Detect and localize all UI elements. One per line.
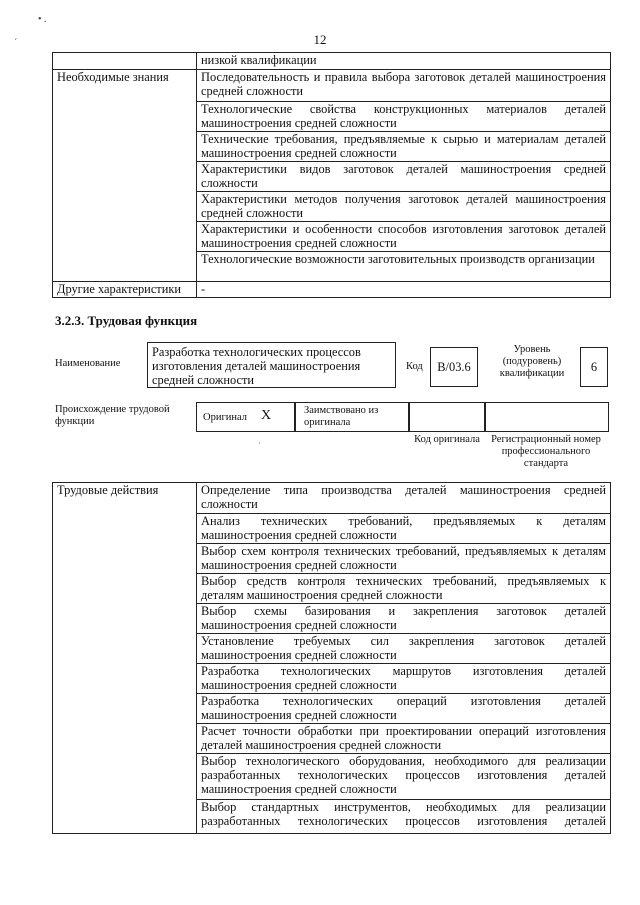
page-number: 12 bbox=[313, 32, 327, 47]
table-row bbox=[53, 70, 611, 102]
code-value: В/03.6 bbox=[430, 347, 478, 387]
original-label: Оригинал bbox=[203, 412, 247, 423]
action-item: Выбор средств контроля технических требований, предъявляемых к деталям машиностроения средней сложности bbox=[197, 574, 611, 604]
name-value: Разработка технологических процессов изготовления деталей машиностроения средней сложности bbox=[147, 342, 396, 388]
knowledge-item: Технологические возможности заготовительных производств организации bbox=[197, 252, 611, 282]
other-label: Другие характеристики bbox=[53, 282, 197, 298]
knowledge-item: Последовательность и правила выбора заготовок деталей машиностроения средней сложности bbox=[197, 70, 611, 102]
original-code-box bbox=[409, 402, 485, 432]
knowledge-item: Технологические свойства конструкционных материалов деталей машиностроения средней сложности bbox=[197, 102, 611, 132]
original-box bbox=[196, 402, 295, 432]
knowledge-item: Характеристики и особенности способов изготовления заготовок деталей машиностроения средней сложности bbox=[197, 222, 611, 252]
knowledge-label: Необходимые знания bbox=[53, 70, 197, 282]
action-item: Выбор стандартных инструментов, необходимых для реализации разработанных технологических процессов изготовления деталей bbox=[197, 800, 611, 834]
level-value: 6 bbox=[580, 347, 608, 387]
original-mark: X bbox=[261, 408, 272, 423]
empty-cell bbox=[53, 53, 197, 70]
action-item: Анализ технических требований, предъявляемых к деталям машиностроения средней сложности bbox=[197, 514, 611, 544]
action-item: Определение типа производства деталей машиностроения средней сложности bbox=[197, 483, 611, 514]
action-item: Выбор технологического оборудования, необходимого для реализации разработанных технологических процессов изготовления деталей машиностроения средней сложности bbox=[197, 754, 611, 800]
actions-table bbox=[52, 482, 611, 834]
margin-mark-left: ´ bbox=[14, 38, 18, 49]
action-item: Выбор схем контроля технических требований, предъявляемых к деталям машиностроения средней сложности bbox=[197, 544, 611, 574]
code-label: Код bbox=[406, 361, 423, 372]
borrowed-box bbox=[295, 402, 409, 432]
action-item: Установление требуемых сил закрепления заготовок деталей машиностроения средней сложности bbox=[197, 634, 611, 664]
continuation-cell: низкой квалификации bbox=[197, 53, 611, 70]
knowledge-table bbox=[52, 52, 611, 298]
action-item: Разработка технологических маршрутов изготовления деталей машиностроения средней сложности bbox=[197, 664, 611, 694]
borrowed-label: Заимствовано из оригинала bbox=[304, 405, 379, 428]
level-label: Уровень (подуровень) квалификации bbox=[499, 344, 565, 379]
action-item: Разработка технологических операций изготовления деталей машиностроения средней сложности bbox=[197, 694, 611, 724]
knowledge-item: Технические требования, предъявляемые к сырью и материалам деталей машиностроения средней сложности bbox=[197, 132, 611, 162]
reg-caption: Регистрационный номер профессионального стандарта bbox=[491, 434, 601, 469]
action-item: Выбор схемы базирования и закрепления заготовок деталей машиностроения средней сложности bbox=[197, 604, 611, 634]
knowledge-item: Характеристики методов получения заготовок деталей машиностроения средней сложности bbox=[197, 192, 611, 222]
stray-dot: · bbox=[258, 438, 261, 448]
section-title: 3.2.3. Трудовая функция bbox=[55, 313, 198, 328]
action-item: Расчет точности обработки при проектировании операций изготовления деталей машиностроения средней сложности bbox=[197, 724, 611, 754]
other-value: - bbox=[197, 282, 611, 298]
knowledge-item: Характеристики видов заготовок деталей машиностроения средней сложности bbox=[197, 162, 611, 192]
reg-number-box bbox=[485, 402, 609, 432]
origin-label: Происхождение трудовой функции bbox=[55, 404, 170, 427]
table-row bbox=[53, 53, 611, 70]
margin-mark-top: • . bbox=[38, 14, 47, 25]
name-label: Наименование bbox=[55, 358, 121, 369]
actions-label: Трудовые действия bbox=[53, 483, 197, 834]
table-row bbox=[53, 483, 611, 514]
table-row bbox=[53, 282, 611, 298]
code-caption: Код оригинала bbox=[414, 434, 480, 445]
